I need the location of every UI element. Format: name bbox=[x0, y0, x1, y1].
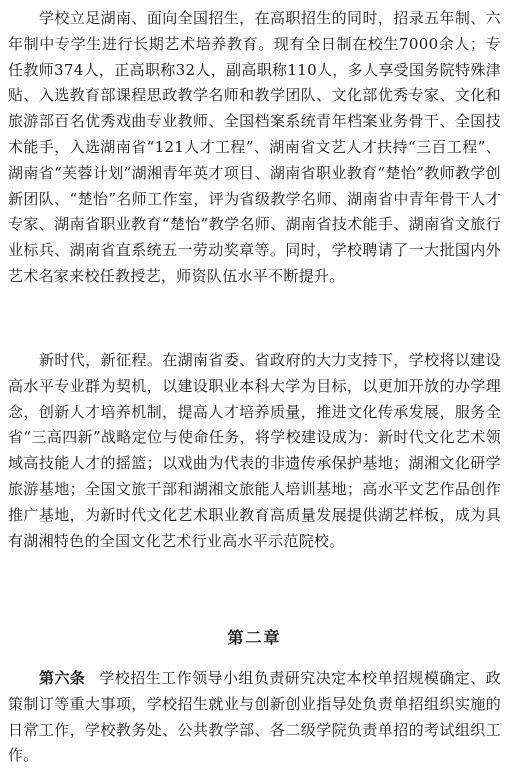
chapter-title: 第二章 bbox=[227, 628, 282, 647]
article-label: 第六条 bbox=[39, 669, 86, 687]
article-text: 学校招生工作领导小组负责研究决定本校单招规模确定、政策制订等重大事项，学校招生就业与创新创业指导处负责单招组织实施的日常工作，学校教务处、公共教学部、各二级学院负责单招的考试组织工作。 bbox=[8, 669, 501, 765]
paragraph-new-era-goals: 新时代，新征程。在湖南省委、省政府的大力支持下，学校将以建设高水平专业群为契机，以建设职业本科大学为目标，以更加开放的办学理念，创新人才培养机制，提高人才培养质量，推进文化传承发展，服务全省“三高四新”战略定位与使命任务，将学校建设成为：新时代文化艺术领域高技能人才的摇篮；以戏曲为代表的非遗传承保护基地；湖湘文化研学旅游基地；全国文旅干部和湖湘文旅能人培训基地；高水平文艺作品创作推广基地，为新时代文化艺术职业教育高质量发展提供湖艺样板，成为具有湖湘特色的全国文化艺术行业高水平示范院校。 bbox=[8, 351, 501, 550]
article-six bbox=[8, 666, 501, 769]
paragraph-faculty-overview: 学校立足湖南、面向全国招生，在高职招生的同时，招录五年制、六年制中专学生进行长期艺术培养教育。现有全日制在校生7000余人；专任教师374人，正高职称32人，副高职称110人，多人享受国务院特殊津贴、入选教育部课程思政教学名师和教学团队、文化部优秀专家、文化和旅游部百名优秀戏曲专业教师、全国档案系统青年档案业务骨干、全国技术能手，入选湖南省“121人才工程”、湖南省文艺人才扶持“三百工程”、湖南省“芙蓉计划”湖湘青年英才项目、湖南省职业教育“楚怡”教师教学创新团队、“楚怡”名师工作室，评为省级教学名师、湖南省中青年骨干人才专家、湖南省职业教育“楚怡”教学名师、湖南省技术能手、湖南省文旅行业标兵、湖南省直系统五一劳动奖章等。同时，学校聘请了一大批国内外艺术名家来校任教授艺，师资队伍水平不断提升。 bbox=[8, 9, 501, 285]
